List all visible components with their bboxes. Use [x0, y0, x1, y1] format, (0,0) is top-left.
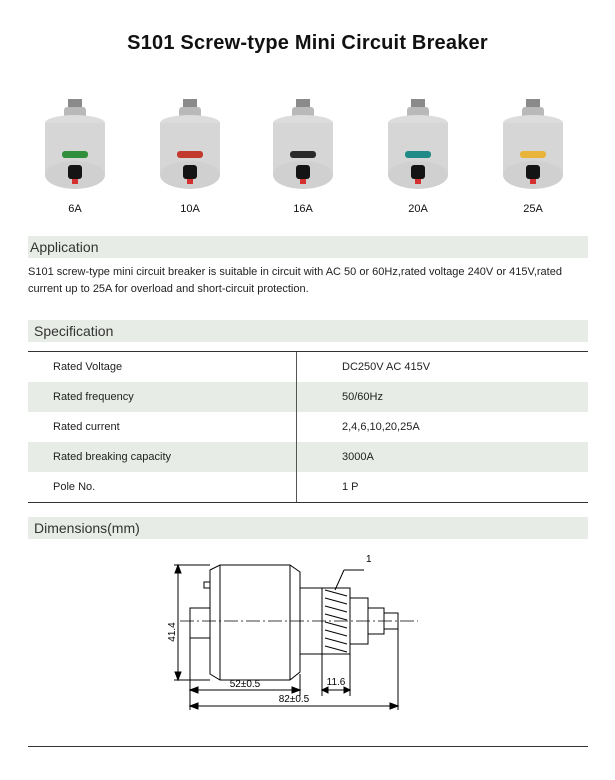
product-label: 6A: [68, 203, 82, 215]
table-row: [28, 442, 588, 472]
product-20a: [373, 95, 463, 220]
spec-value: 2,4,6,10,20,25A: [342, 421, 420, 433]
spec-label: Pole No.: [28, 472, 297, 502]
dim-height: 41.4: [167, 622, 178, 642]
dim-thread-length: 11.6: [326, 677, 346, 688]
application-heading: Application: [30, 239, 99, 255]
spec-value: 1 P: [342, 481, 359, 493]
product-label: 25A: [523, 203, 543, 215]
spec-label: Rated current: [28, 412, 297, 442]
product-16a: [258, 95, 348, 220]
breaker-image: [30, 95, 120, 200]
specification-heading-band: [28, 320, 588, 342]
product-6a: [30, 95, 120, 220]
spec-label: Rated breaking capacity: [28, 442, 297, 472]
dimensions-heading: Dimensions(mm): [34, 520, 140, 536]
spec-value: DC250V AC 415V: [342, 361, 431, 373]
breaker-image: [488, 95, 578, 200]
dim-body-length: 52±0.5: [229, 679, 261, 690]
product-25a: [488, 95, 578, 220]
spec-bottom-rule: [28, 502, 588, 503]
dim-total-length: 82±0.5: [278, 694, 310, 705]
product-label: 16A: [293, 203, 313, 215]
product-10a: [145, 95, 235, 220]
spec-value: 50/60Hz: [297, 382, 589, 412]
product-label: 10A: [180, 203, 200, 215]
breaker-image: [258, 95, 348, 200]
product-label: 20A: [408, 203, 428, 215]
specification-table: [28, 352, 588, 502]
breaker-image: [145, 95, 235, 200]
breaker-image: [373, 95, 463, 200]
dim-callout: 1: [366, 554, 372, 565]
bottom-rule: [28, 746, 588, 747]
application-heading-band: [28, 236, 588, 258]
spec-label: Rated Voltage: [28, 352, 297, 382]
spec-value: 3000A: [297, 442, 589, 472]
table-row: [28, 412, 588, 442]
specification-heading: Specification: [34, 323, 114, 339]
dimension-drawing: [160, 550, 430, 720]
table-row: [28, 472, 588, 502]
application-text: S101 screw-type mini circuit breaker is suitable in circuit with AC 50 or 60Hz,rated voltage 240V or 415V,rated current up to 25A for overload and short-circuit protection.: [28, 266, 562, 295]
table-row: [28, 352, 588, 382]
spec-label: Rated frequency: [28, 382, 297, 412]
table-row: [28, 382, 588, 412]
page-title: S101 Screw-type Mini Circuit Breaker: [127, 32, 488, 54]
product-gallery: [25, 95, 585, 220]
dimensions-heading-band: [28, 517, 588, 539]
